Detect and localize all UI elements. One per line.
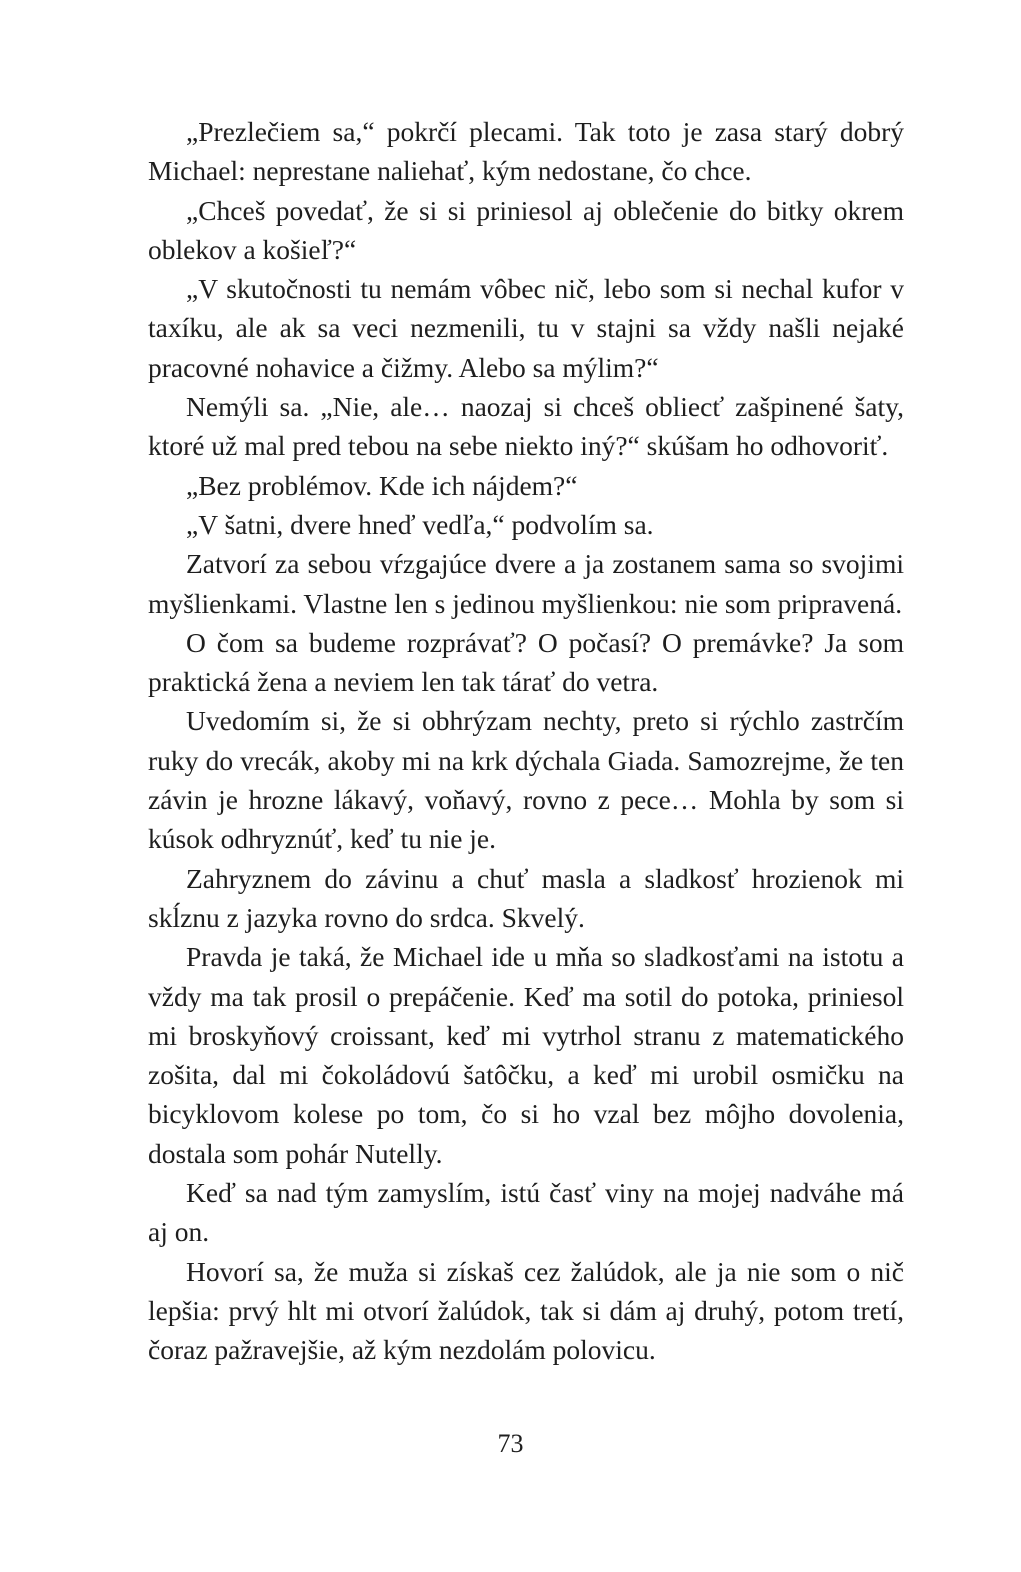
paragraph: „Prezlečiem sa,“ pokrčí plecami. Tak toto je zasa starý dobrý Michael: neprestane naliehať, kým nedostane, čo chce. [148, 116, 904, 187]
paragraph: Zatvorí za sebou vŕzgajúce dvere a ja zostanem sama so svojimi myšlienkami. Vlastne len s jedinou myšlienkou: nie som pripravená. [148, 548, 904, 619]
paragraph: „V šatni, dvere hneď vedľa,“ podvolím sa. [186, 508, 654, 540]
paragraph: Keď sa nad tým zamyslím, istú časť viny na mojej nadváhe má aj on. [148, 1177, 904, 1248]
paragraph: Hovorí sa, že muža si získaš cez žalúdok, ale ja nie som o nič lepšia: prvý hlt mi otvorí žalúdok, tak si dám aj druhý, potom tretí, čoraz pažravejšie, až kým nezdolám polovicu. [148, 1255, 904, 1366]
paragraph: Nemýli sa. „Nie, ale… naozaj si chceš obliecť zašpinené šaty, ktoré už mal pred tebou na sebe niekto iný?“ skúšam ho odhovoriť. [148, 391, 904, 462]
paragraph: „V skutočnosti tu nemám vôbec nič, lebo som si nechal kufor v taxíku, ale ak sa veci nezmenili, tu v stajni sa vždy našli nejaké pracovné nohavice a čižmy. Alebo sa mýlim?“ [148, 273, 904, 383]
paragraph: „Chceš povedať, že si si priniesol aj oblečenie do bitky okrem oblekov a košieľ?“ [148, 194, 904, 265]
paragraph: O čom sa budeme rozprávať? O počasí? O premávke? Ja som praktická žena a neviem len tak tárať do vetra. [148, 626, 904, 698]
paragraph: „Bez problémov. Kde ich nájdem?“ [186, 469, 578, 501]
paragraph: Uvedomím si, že si obhrýzam nechty, preto si rýchlo zastrčím ruky do vrecák, akoby mi na krk dýchala Giada. Samozrejme, že ten závin je hrozne lákavý, voňavý, rovno z pece… Mohla by som si kúsok odhryznúť, keď tu nie je. [148, 705, 904, 855]
paragraph: Zahryznem do závinu a chuť masla a sladkosť hrozienok mi skĺznu z jazyka rovno do srdca. Skvelý. [148, 862, 904, 933]
paragraph: Pravda je taká, že Michael ide u mňa so sladkosťami na istotu a vždy ma tak prosil o prepáčenie. Keď ma sotil do potoka, priniesol mi broskyňový croissant, keď mi vytrhol stranu z matematického zošita, dal mi čokoládovú šatôčku, a keď mi urobil osmičku na bicyklovom kolese po tom, čo si ho vzal bez môjho dovolenia, dostala som pohár Nutelly. [148, 941, 904, 1169]
body-text [148, 112, 904, 1370]
page-number: 73 [497, 1429, 524, 1458]
